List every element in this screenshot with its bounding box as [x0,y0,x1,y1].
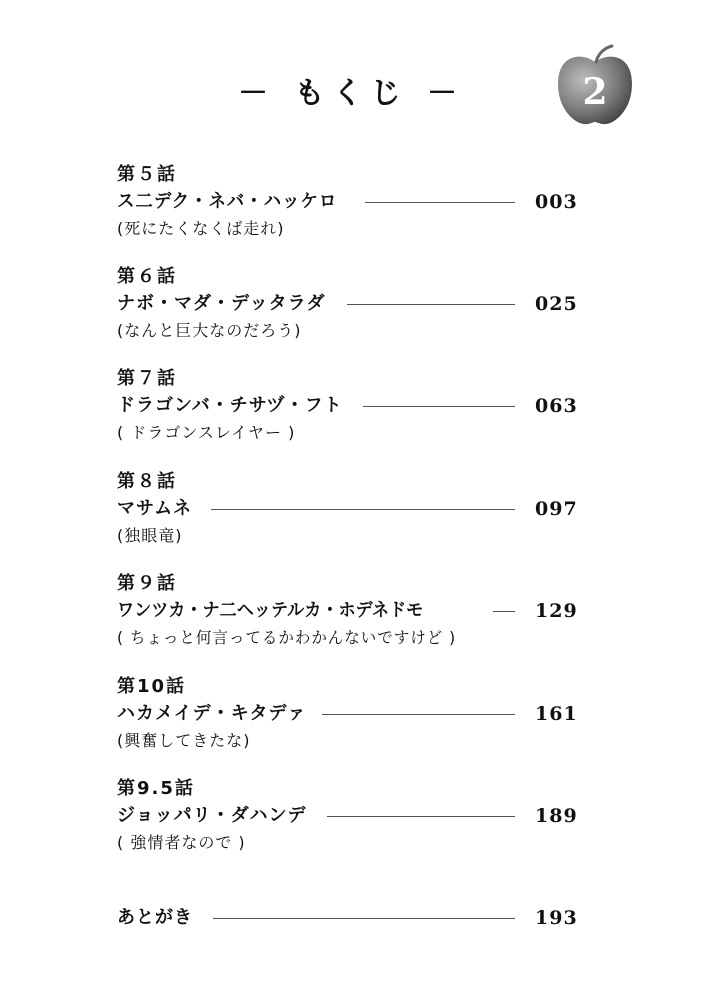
toc-entry-afterword[interactable] [117,904,587,932]
chapter-label: 第9.5話 [117,778,195,799]
leader-line [211,509,515,510]
leader-line [213,918,515,919]
toc-entry[interactable] [117,162,587,242]
chapter-subtitle: (独眼竜) [117,526,183,545]
chapter-subtitle: ( ドラゴンスレイヤー ) [117,423,296,442]
title-dash-right: － [426,76,465,111]
chapter-title: ハカメイデ・キタデァ [117,703,307,724]
chapter-label: 第８話 [117,471,177,492]
toc-entry[interactable] [117,571,587,651]
toc-entry[interactable] [117,674,587,754]
chapter-subtitle: (死にたくなくば走れ) [117,219,285,238]
toc-entry[interactable] [117,776,587,856]
page-number: 097 [535,498,578,520]
chapter-title: ス二デク・ネバ・ハッケロ [117,191,338,212]
title-text: もくじ [294,76,409,111]
chapter-title: ナボ・マダ・デッタラダ [117,293,326,314]
page-number: 063 [535,395,578,417]
chapter-label: 第７話 [117,368,177,389]
page-number: 003 [535,191,578,213]
chapter-title: ジョッパリ・ダハンデ [117,805,307,826]
page-number: 025 [535,293,578,315]
page-number: 129 [535,600,578,622]
chapter-title: マサムネ [117,498,193,519]
chapter-label: 第６話 [117,266,177,287]
volume-number: 2 [582,71,608,113]
toc-entry[interactable] [117,366,587,446]
chapter-label: 第10話 [117,676,187,697]
chapter-subtitle: ( 強情者なので ) [117,833,246,852]
toc-entry[interactable] [117,469,587,549]
chapter-subtitle: ( ちょっと何言ってるかわかんないですけど ) [117,628,457,647]
leader-line [347,304,515,305]
chapter-subtitle: (興奮してきたな) [117,731,251,750]
leader-line [363,406,515,407]
chapter-label: 第５話 [117,164,177,185]
page-number: 189 [535,805,578,827]
title-dash-left: － [238,76,277,111]
chapter-title: ドラゴンバ・チサヅ・フト [117,395,343,416]
afterword-title: あとがき [117,907,193,928]
leader-line [322,714,515,715]
toc-entry[interactable] [117,264,587,344]
page-number: 161 [535,703,578,725]
chapter-subtitle: (なんと巨大なのだろう) [117,321,302,340]
leader-line [493,611,515,612]
page-number: 193 [535,907,578,929]
leader-line [365,202,515,203]
chapter-title: ワンツカ・ナ二ヘッテルカ・ホデネドモ [117,600,424,621]
leader-line [327,816,515,817]
chapter-label: 第９話 [117,573,177,594]
